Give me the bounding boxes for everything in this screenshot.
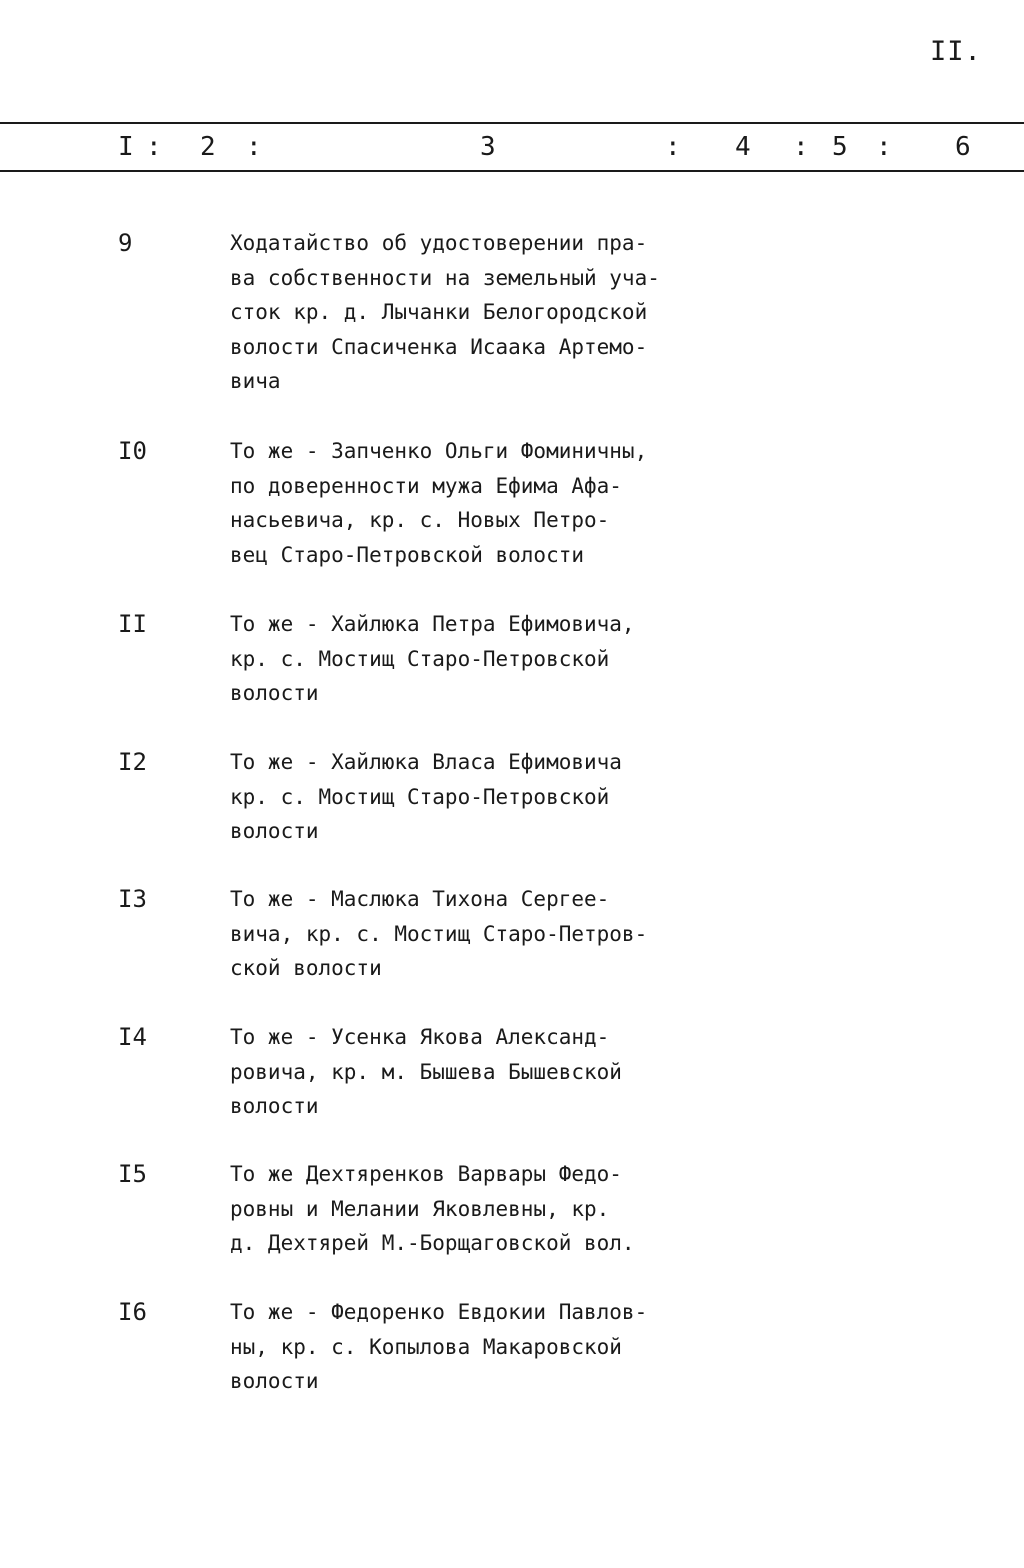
entry-line: кр. с. Мостищ Старо-Петровской <box>230 784 610 809</box>
entry-line: Ходатайство об удостоверении пра- <box>230 231 648 255</box>
entry-line: по доверенности мужа Ефима Афа- <box>230 473 622 498</box>
entry-number: I4 <box>118 1023 147 1051</box>
entry-line: д. Дехтярей М.-Борщаговской вол. <box>230 1231 635 1255</box>
column-header-3: 3 <box>480 132 496 162</box>
entry-line: ва собственности на земельный уча- <box>230 265 660 290</box>
entry-line: волости <box>230 819 319 843</box>
entry-line: вича <box>230 369 281 393</box>
column-separator: : <box>665 132 681 162</box>
entry-line: ны, кр. с. Копылова Макаровской <box>230 1334 622 1359</box>
entry-line: вец Старо-Петровской волости <box>230 542 585 567</box>
entry-line: волости Спасиченка Исаака Артемо- <box>230 334 648 359</box>
page-number: II. <box>930 36 982 67</box>
entry-number: I3 <box>118 885 147 913</box>
entry-line: ровны и Мелании Яковлевны, кр. <box>230 1196 610 1221</box>
entry-line: кр. с. Мостищ Старо-Петровской <box>230 646 610 671</box>
column-header-row <box>0 132 1024 168</box>
entry-line: вича, кр. с. Мостищ Старо-Петров- <box>230 921 648 946</box>
entry-line: То же - Маслюка Тихона Сергее- <box>230 887 610 911</box>
entry-line: сток кр. д. Лычанки Белогородской <box>230 300 648 324</box>
column-separator: : <box>246 132 262 162</box>
header-top-rule <box>0 122 1024 124</box>
header-bottom-rule <box>0 170 1024 172</box>
column-header-1: I <box>118 132 134 162</box>
column-separator: : <box>876 132 892 162</box>
column-header-4: 4 <box>735 132 751 162</box>
entry-line: То же - Федоренко Евдокии Павлов- <box>230 1300 648 1324</box>
entry-description <box>230 1020 710 1124</box>
entry-line: волости <box>230 1369 319 1393</box>
entry-line: волости <box>230 681 319 705</box>
entry-description <box>230 882 710 986</box>
entry-line: ровича, кр. м. Бышева Бышевской <box>230 1059 622 1084</box>
entry-line: То же - Хайлюка Власа Ефимовича <box>230 750 622 774</box>
column-header-5: 5 <box>832 132 848 162</box>
entry-number: I2 <box>118 748 147 776</box>
entry-number: 9 <box>118 229 133 257</box>
entry-number: II <box>118 610 147 638</box>
entry-line: ской волости <box>230 956 382 980</box>
entry-number: I6 <box>118 1298 147 1326</box>
entry-number: I0 <box>118 437 147 465</box>
entry-line: То же - Усенка Якова Александ- <box>230 1025 610 1049</box>
entry-description <box>230 745 710 849</box>
column-separator: : <box>146 132 162 162</box>
column-header-6: 6 <box>955 132 971 162</box>
entry-description <box>230 1295 710 1399</box>
entry-line: То же - Запченко Ольги Фоминичны, <box>230 439 648 463</box>
entry-line: То же Дехтяренков Варвары Федо- <box>230 1162 622 1186</box>
entry-line: То же - Хайлюка Петра Ефимовича, <box>230 612 635 636</box>
column-header-2: 2 <box>200 132 216 162</box>
entry-line: волости <box>230 1094 319 1118</box>
entry-number: I5 <box>118 1160 147 1188</box>
column-separator: : <box>793 132 809 162</box>
entry-description <box>230 226 710 399</box>
entry-description <box>230 607 710 711</box>
entry-line: насьевича, кр. с. Новых Петро- <box>230 508 610 532</box>
entry-description <box>230 434 710 572</box>
entry-description <box>230 1157 710 1261</box>
